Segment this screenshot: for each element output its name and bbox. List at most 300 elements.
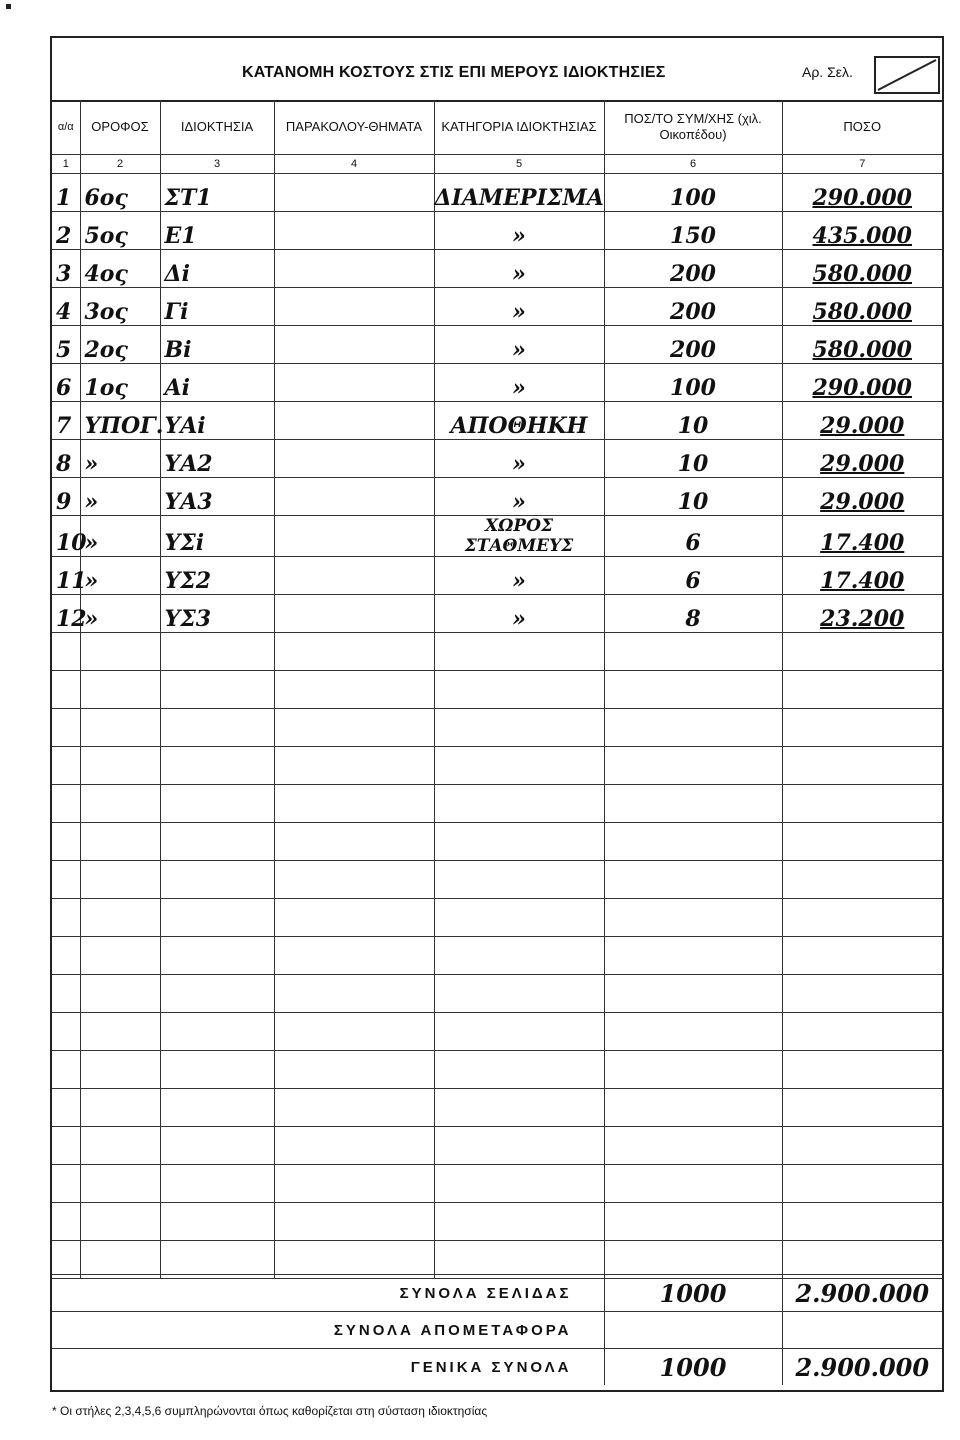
cell-share-text: 200 — [670, 337, 716, 363]
table-row — [52, 1051, 942, 1089]
cell-aa — [52, 1089, 80, 1127]
cell-share-text: 150 — [670, 223, 716, 249]
cell-floor — [80, 937, 160, 975]
cell-amount — [782, 250, 942, 288]
cell-accessories — [274, 899, 434, 937]
cell-share — [604, 174, 782, 212]
cell-amount-text: 23.200 — [820, 606, 905, 632]
cell-amount — [782, 785, 942, 823]
cell-amount — [782, 212, 942, 250]
cell-accessories — [274, 516, 434, 557]
cell-aa — [52, 364, 80, 402]
cell-aa — [52, 1165, 80, 1203]
cell-floor — [80, 595, 160, 633]
cell-share — [604, 1165, 782, 1203]
cell-floor-text: 1ος — [84, 375, 128, 401]
col-header-share: ΠΟΣ/ΤΟ ΣΥΜ/ΧΗΣ (χιλ. Οικοπέδου) — [604, 100, 782, 155]
cell-share — [604, 1127, 782, 1165]
cell-amount — [782, 288, 942, 326]
form-title: ΚΑΤΑΝΟΜΗ ΚΟΣΤΟΥΣ ΣΤΙΣ ΕΠΙ ΜΕΡΟΥΣ ΙΔΙΟΚΤΗΣΙΕΣ — [242, 64, 666, 81]
cell-category — [434, 557, 604, 595]
cell-property-text: ΣΤ1 — [164, 185, 212, 211]
cell-amount — [782, 1089, 942, 1127]
cell-aa — [52, 250, 80, 288]
cell-share-text: 200 — [670, 261, 716, 287]
cell-amount — [782, 975, 942, 1013]
cell-amount-text: 435.000 — [812, 223, 912, 249]
cell-share — [604, 747, 782, 785]
column-number-row — [52, 155, 942, 174]
cell-amount — [782, 709, 942, 747]
cell-accessories — [274, 671, 434, 709]
totals-label: ΓΕΝΙΚΑ ΣΥΝΟΛΑ — [52, 1349, 604, 1386]
cell-share — [604, 364, 782, 402]
totals-row-carried — [52, 1312, 942, 1349]
cell-aa — [52, 595, 87, 633]
cell-aa — [52, 975, 80, 1013]
cost-allocation-form — [50, 36, 944, 1392]
cell-floor — [80, 326, 160, 364]
cell-share-text: 10 — [677, 413, 709, 439]
cell-share — [604, 1051, 782, 1089]
col-number: 6 — [604, 155, 782, 174]
cell-property-text: Γi — [164, 299, 189, 325]
cell-aa — [52, 937, 80, 975]
cell-property — [160, 1241, 274, 1279]
cell-floor — [80, 1089, 160, 1127]
col-number: 5 — [434, 155, 604, 174]
cell-amount-text: 29.000 — [820, 489, 905, 515]
cell-accessories — [274, 174, 434, 212]
cell-amount — [782, 174, 942, 212]
cell-amount-text: 29.000 — [820, 451, 905, 477]
cell-aa — [52, 633, 80, 671]
cell-share — [604, 440, 782, 478]
cell-property — [160, 402, 274, 440]
table-row — [52, 250, 942, 288]
table-row — [52, 823, 942, 861]
col-number: 7 — [782, 155, 942, 174]
cell-accessories — [274, 861, 434, 899]
totals-amount — [782, 1312, 942, 1349]
allocation-table — [52, 100, 942, 1279]
cell-aa — [52, 326, 80, 364]
cell-category-text: ΧΩΡΟΣ ΣΤΑΘΜΕΥΣ — [464, 516, 574, 556]
table-row — [52, 785, 942, 823]
cell-property-text: Αi — [164, 375, 190, 401]
totals-row-page — [52, 1275, 942, 1312]
cell-floor — [80, 861, 160, 899]
table-row — [52, 402, 942, 440]
cell-aa — [52, 899, 80, 937]
cell-floor-text: 5ος — [84, 223, 128, 249]
table-row — [52, 440, 942, 478]
cell-floor-text: » — [84, 451, 99, 477]
cell-share — [604, 671, 782, 709]
cell-property — [160, 899, 274, 937]
cell-property — [160, 1203, 274, 1241]
cell-amount — [782, 899, 942, 937]
cell-property-text: ΥΑi — [164, 413, 206, 439]
cell-share — [604, 785, 782, 823]
cell-property — [160, 709, 274, 747]
cell-floor — [80, 671, 160, 709]
table-row — [52, 975, 942, 1013]
cell-property — [160, 364, 274, 402]
table-row — [52, 671, 942, 709]
cell-share-text: 8 — [685, 606, 701, 632]
totals-share — [604, 1312, 782, 1349]
cell-property — [160, 1165, 274, 1203]
table-row — [52, 1165, 942, 1203]
cell-aa — [52, 1051, 80, 1089]
cell-category-text: » — [512, 606, 526, 632]
cell-aa-text: 11 — [56, 568, 87, 594]
cell-property-text: ΥΣ3 — [164, 606, 212, 632]
cell-aa — [52, 478, 80, 516]
cell-category — [434, 364, 604, 402]
cell-aa-text: 3 — [56, 261, 72, 287]
cell-amount-text: 29.000 — [820, 413, 905, 439]
cell-aa — [52, 671, 80, 709]
cell-floor — [80, 250, 160, 288]
table-row — [52, 326, 942, 364]
cell-share — [604, 937, 782, 975]
cell-share — [604, 975, 782, 1013]
cell-category — [434, 1127, 604, 1165]
cell-aa — [52, 440, 80, 478]
page-number-label: Αρ. Σελ. — [802, 64, 853, 80]
table-row — [52, 364, 942, 402]
cell-property — [160, 516, 274, 557]
cell-share — [604, 899, 782, 937]
cell-accessories — [274, 364, 434, 402]
table-row — [52, 937, 942, 975]
scan-corner-mark — [6, 4, 11, 9]
cell-aa — [52, 1127, 80, 1165]
cell-accessories — [274, 595, 434, 633]
cell-floor — [80, 747, 160, 785]
cell-floor-text: 2ος — [84, 337, 128, 363]
cell-floor-text: » — [84, 606, 99, 632]
cell-share — [604, 288, 782, 326]
cell-category — [434, 633, 604, 671]
cell-property-text: Δi — [164, 261, 190, 287]
cell-category — [434, 212, 604, 250]
cell-aa — [52, 212, 80, 250]
cell-accessories — [274, 633, 434, 671]
cell-property — [160, 1013, 274, 1051]
col-header-amount: ΠΟΣΟ — [782, 100, 942, 155]
cell-floor — [80, 1013, 160, 1051]
table-row — [52, 1241, 942, 1279]
table-row — [52, 633, 942, 671]
cell-floor — [80, 1127, 160, 1165]
cell-category — [434, 823, 604, 861]
cell-accessories — [274, 785, 434, 823]
cell-property — [160, 250, 274, 288]
cell-amount — [782, 326, 942, 364]
col-header-property: ΙΔΙΟΚΤΗΣΙΑ — [160, 100, 274, 155]
cell-share — [604, 212, 782, 250]
cell-category-text: » — [512, 223, 526, 249]
cell-amount — [782, 1241, 942, 1279]
col-number: 3 — [160, 155, 274, 174]
cell-share-text: 6 — [685, 530, 701, 556]
cell-accessories — [274, 326, 434, 364]
cell-property — [160, 785, 274, 823]
cell-category-text: » — [512, 489, 526, 515]
cell-property — [160, 747, 274, 785]
cell-aa — [52, 288, 80, 326]
cell-aa — [52, 1013, 80, 1051]
cell-accessories — [274, 937, 434, 975]
cell-floor — [80, 899, 160, 937]
cell-category-text: » — [512, 261, 526, 287]
cell-floor — [80, 174, 160, 212]
cell-share — [604, 1241, 782, 1279]
col-header-category: ΚΑΤΗΓΟΡΙΑ ΙΔΙΟΚΤΗΣΙΑΣ — [434, 100, 604, 155]
cell-property-text: ΥΑ3 — [164, 489, 213, 515]
cell-property — [160, 1089, 274, 1127]
cell-share — [604, 823, 782, 861]
cell-property-text: ΥΣi — [164, 530, 205, 556]
cell-property — [160, 478, 274, 516]
cell-amount — [782, 516, 942, 557]
cell-property-text: Ε1 — [164, 223, 197, 249]
totals-share: 1000 — [604, 1349, 782, 1386]
cell-amount-text: 580.000 — [812, 337, 912, 363]
cell-aa-text: 5 — [56, 337, 72, 363]
cell-floor — [80, 402, 164, 440]
table-row — [52, 1089, 942, 1127]
cell-category — [434, 899, 604, 937]
cell-aa-text: 2 — [56, 223, 72, 249]
cell-share-text: 100 — [670, 375, 716, 401]
cell-accessories — [274, 212, 434, 250]
cell-property — [160, 975, 274, 1013]
cell-aa — [52, 861, 80, 899]
cell-floor — [80, 364, 160, 402]
cell-category — [434, 861, 604, 899]
cell-share — [604, 478, 782, 516]
cell-amount — [782, 557, 942, 595]
cell-category — [434, 747, 604, 785]
cell-accessories — [274, 440, 434, 478]
cell-category — [434, 1241, 604, 1279]
cell-accessories — [274, 1089, 434, 1127]
cell-floor — [80, 1241, 160, 1279]
cell-amount — [782, 1051, 942, 1089]
cell-floor — [80, 212, 160, 250]
cell-amount — [782, 1165, 942, 1203]
cell-accessories — [274, 1241, 434, 1279]
cell-aa-text: 10 — [56, 530, 87, 556]
cell-category-text: » — [512, 568, 526, 594]
cell-property — [160, 326, 274, 364]
cell-floor-text: » — [84, 530, 99, 556]
cell-accessories — [274, 250, 434, 288]
cell-floor-text: » — [84, 489, 99, 515]
cell-aa-text: 9 — [56, 489, 72, 515]
cell-category — [434, 975, 604, 1013]
cell-share-text: 10 — [677, 489, 709, 515]
cell-share — [604, 557, 782, 595]
cell-accessories — [274, 557, 434, 595]
cell-aa — [52, 709, 80, 747]
totals-table — [52, 1274, 942, 1385]
cell-floor — [80, 516, 160, 557]
cell-category — [434, 709, 604, 747]
cell-accessories — [274, 402, 434, 440]
cell-property — [160, 557, 274, 595]
cell-aa-text: 6 — [56, 375, 72, 401]
col-number: 4 — [274, 155, 434, 174]
cell-amount-text: 17.400 — [820, 568, 905, 594]
col-number: 2 — [80, 155, 160, 174]
cell-category — [434, 1013, 604, 1051]
cell-amount — [782, 1203, 942, 1241]
form-title-row — [52, 38, 942, 102]
totals-amount: 2.900.000 — [782, 1349, 942, 1386]
cell-floor — [80, 1051, 160, 1089]
totals-share: 1000 — [604, 1275, 782, 1312]
cell-accessories — [274, 975, 434, 1013]
cell-floor — [80, 478, 160, 516]
cell-aa-text: 12 — [56, 606, 87, 632]
cell-amount — [782, 861, 942, 899]
cell-amount-text: 580.000 — [812, 261, 912, 287]
cell-amount — [782, 595, 942, 633]
col-number: 1 — [52, 155, 80, 174]
cell-amount-text: 290.000 — [812, 375, 912, 401]
cell-category — [434, 516, 604, 557]
totals-label: ΣΥΝΟΛΑ ΣΕΛΙΔΑΣ — [52, 1275, 604, 1312]
cell-property — [160, 212, 274, 250]
cell-property — [160, 440, 274, 478]
page-number-box — [874, 56, 940, 94]
cell-aa — [52, 1241, 80, 1279]
cell-category-text: » — [512, 337, 526, 363]
cell-property-text: Βi — [164, 337, 192, 363]
cell-accessories — [274, 823, 434, 861]
cell-aa — [52, 823, 80, 861]
cell-category — [434, 1051, 604, 1089]
crossed-out-mark — [876, 58, 938, 92]
cell-category-text: ΑΠΟΘΗΚΗ — [450, 413, 588, 439]
table-row — [52, 861, 942, 899]
cell-amount-text: 17.400 — [820, 530, 905, 556]
cell-share — [604, 516, 782, 557]
col-header-floor: ΟΡΟΦΟΣ — [80, 100, 160, 155]
cell-aa — [52, 174, 80, 212]
cell-property — [160, 937, 274, 975]
cell-amount — [782, 440, 942, 478]
cell-amount — [782, 633, 942, 671]
cell-floor — [80, 557, 160, 595]
cell-amount — [782, 364, 942, 402]
cell-accessories — [274, 709, 434, 747]
cell-floor — [80, 288, 160, 326]
cell-property-text: ΥΑ2 — [164, 451, 213, 477]
cell-amount — [782, 478, 942, 516]
cell-category — [434, 440, 604, 478]
cell-category — [434, 671, 604, 709]
cell-floor — [80, 1165, 160, 1203]
cell-share-text: 100 — [670, 185, 716, 211]
cell-floor-text: 6ος — [84, 185, 128, 211]
cell-amount — [782, 1013, 942, 1051]
cell-property — [160, 288, 274, 326]
cell-property — [160, 861, 274, 899]
cell-share — [604, 861, 782, 899]
cell-category — [434, 595, 604, 633]
cell-floor-text: 4ος — [84, 261, 128, 287]
cell-property — [160, 671, 274, 709]
cell-accessories — [274, 1051, 434, 1089]
cell-category — [434, 1089, 604, 1127]
cell-share-text: 10 — [677, 451, 709, 477]
cell-category — [434, 326, 604, 364]
totals-amount: 2.900.000 — [782, 1275, 942, 1312]
cell-category — [434, 937, 604, 975]
table-row — [52, 1127, 942, 1165]
cell-category-text: ΔΙΑΜΕΡΙΣΜΑ — [434, 185, 604, 211]
cell-accessories — [274, 747, 434, 785]
cell-property-text: ΥΣ2 — [164, 568, 212, 594]
cell-amount — [782, 1127, 942, 1165]
cell-aa — [52, 402, 80, 440]
cell-category-text: » — [512, 299, 526, 325]
cell-aa-text: 4 — [56, 299, 72, 325]
header-row — [52, 100, 942, 155]
cell-share — [604, 326, 782, 364]
cell-accessories — [274, 478, 434, 516]
cell-share — [604, 1089, 782, 1127]
footnote: * Οι στήλες 2,3,4,5,6 συμπληρώνονται όπως καθορίζεται στη σύσταση ιδιοκτησίας — [52, 1404, 488, 1418]
cell-share-text: 200 — [670, 299, 716, 325]
cell-category — [434, 288, 604, 326]
cell-floor-text: ΥΠΟΓ. — [84, 413, 164, 439]
cell-floor — [80, 785, 160, 823]
cell-share — [604, 595, 782, 633]
cell-aa-text: 8 — [56, 451, 72, 477]
col-header-accessories: ΠΑΡΑΚΟΛΟΥ-ΘΗΜΑΤΑ — [274, 100, 434, 155]
cell-amount-text: 580.000 — [812, 299, 912, 325]
cell-category — [434, 785, 604, 823]
cell-property — [160, 823, 274, 861]
cell-accessories — [274, 1013, 434, 1051]
cell-accessories — [274, 1203, 434, 1241]
cell-amount — [782, 937, 942, 975]
cell-floor — [80, 823, 160, 861]
cell-floor-text: » — [84, 568, 99, 594]
cell-category — [434, 478, 604, 516]
cell-property — [160, 174, 274, 212]
cell-property — [160, 1051, 274, 1089]
cell-share — [604, 709, 782, 747]
cell-floor-text: 3ος — [84, 299, 128, 325]
table-row — [52, 557, 942, 595]
cell-share — [604, 402, 782, 440]
cell-property — [160, 595, 274, 633]
cell-share — [604, 1203, 782, 1241]
totals-label: ΣΥΝΟΛΑ ΑΠΟΜΕΤΑΦΟΡΑ — [52, 1312, 604, 1349]
table-row — [52, 595, 942, 633]
cell-aa-text: 1 — [56, 185, 72, 211]
cell-category-text: » — [512, 375, 526, 401]
cell-category — [434, 1165, 604, 1203]
